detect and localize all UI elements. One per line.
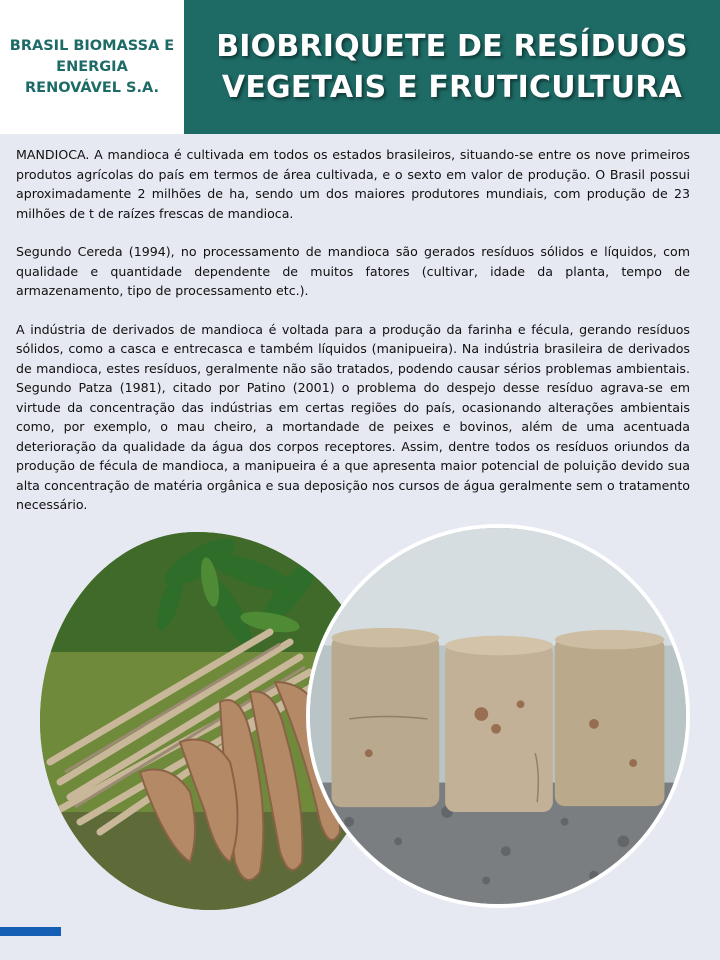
- page-title: [192, 26, 712, 108]
- page-header: [0, 0, 720, 134]
- title-banner: [184, 0, 720, 134]
- paragraph-cereda: Segundo Cereda (1994), no processamento de mandioca são gerados resíduos sólidos e líquidos, com qualidade e quantidade dependente de muitos fatores (cultivar, idade da planta, tempo de armazenamento, tipo de processamento etc.).: [16, 244, 690, 298]
- paragraph-industria: A indústria de derivados de mandioca é voltada para a produção da farinha e fécula, gerando resíduos sólidos, como a casca e entrecasca e também líquidos (manipueira). Na indústria brasileira de derivados de mandioca, estes resíduos, geralmente não são tratados, podendo causar sérios problemas ambientais. Segundo Patza (1981), citado por Patino (2001) o problema do despejo desse resíduo agrava-se em virtude da concentração das indústrias em certas regiões do país, ocasionando alterações ambientais como, por exemplo, o mau cheiro, a mortandade de peixes e bovinos, além de uma acentuada deterioração da qualidade da água dos corpos receptores. Assim, dentre todos os resíduos oriundos da produção de fécula de mandioca, a manipueira é a que apresenta maior potencial de poluição devido sua alta concentração de matéria orgânica e sua deposição nos cursos de água geralmente sem o tratamento necessário.: [16, 321, 690, 512]
- article-body: [16, 145, 690, 534]
- biobriquette-photo: [306, 524, 690, 908]
- company-name-line-2: ENERGIA: [56, 58, 128, 75]
- paragraph-mandioca-intro: MANDIOCA. A mandioca é cultivada em todos os estados brasileiros, situando-se entre os nove primeiros produtos agrícolas do país em termos de área cultivada, e o sexto em valor de produção. O Brasil possui aproximadamente 2 milhões de ha, sendo um dos maiores produtores mundiais, com produção de 23 milhões de t de raízes frescas de mandioca.: [16, 147, 690, 221]
- accent-bar: [0, 927, 61, 936]
- company-name-line-1: BRASIL BIOMASSA E: [9, 37, 175, 54]
- company-name: [0, 0, 184, 134]
- page-title-line-2: VEGETAIS E FRUTICULTURA: [221, 70, 683, 105]
- company-name-line-3: RENOVÁVEL S.A.: [25, 79, 159, 96]
- page-title-line-1: BIOBRIQUETE DE RESÍDUOS: [216, 29, 688, 64]
